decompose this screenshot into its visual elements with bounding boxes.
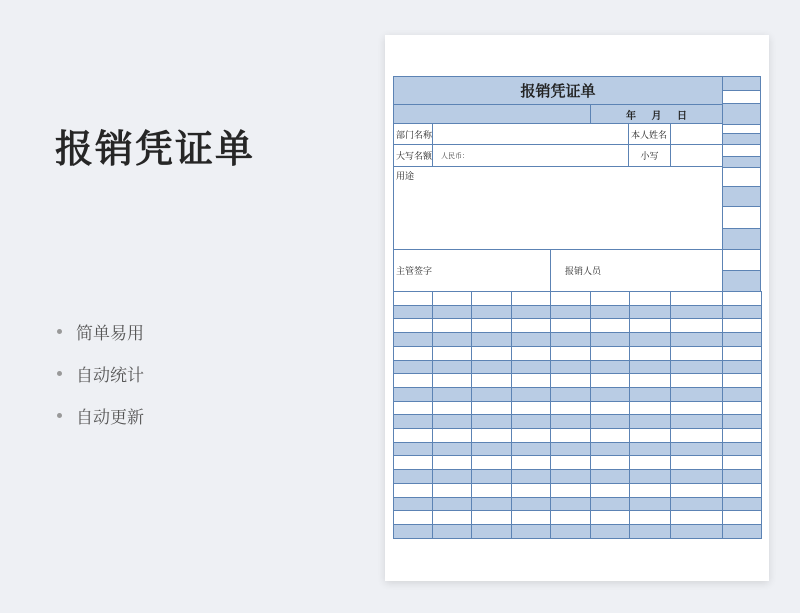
grid-cell bbox=[590, 373, 630, 388]
grid-cell bbox=[629, 524, 671, 539]
grid-cell bbox=[511, 373, 551, 388]
grid-cell bbox=[670, 346, 723, 361]
grid-cell bbox=[550, 291, 591, 306]
grid-cell bbox=[393, 318, 433, 333]
grid-cell bbox=[629, 305, 671, 319]
department-input[interactable] bbox=[432, 123, 629, 145]
grid-cell bbox=[393, 428, 433, 443]
grid-cell bbox=[590, 346, 630, 361]
grid-cell bbox=[550, 332, 591, 347]
grid-cell bbox=[393, 291, 433, 306]
grid-cell bbox=[670, 360, 723, 374]
grid-cell bbox=[432, 360, 472, 374]
grid-cell bbox=[393, 305, 433, 319]
applicant-label: 本人姓名 bbox=[628, 123, 671, 145]
grid-cell bbox=[471, 387, 512, 402]
grid-cell bbox=[511, 291, 551, 306]
grid-cell bbox=[471, 346, 512, 361]
grid-cell bbox=[722, 469, 762, 484]
grid-cell bbox=[550, 305, 591, 319]
grid-cell bbox=[511, 469, 551, 484]
grid-cell bbox=[590, 469, 630, 484]
supervisor-label: 主管签字 bbox=[396, 267, 433, 277]
grid-cell bbox=[590, 510, 630, 525]
grid-cell bbox=[550, 428, 591, 443]
grid-cell bbox=[432, 455, 472, 470]
amount-upper-input[interactable]: 人民币： bbox=[432, 144, 629, 167]
grid-cell bbox=[629, 483, 671, 498]
grid-cell bbox=[550, 373, 591, 388]
grid-cell bbox=[670, 414, 723, 429]
grid-cell bbox=[590, 497, 630, 511]
reimburser-signature-field[interactable] bbox=[550, 249, 723, 292]
grid-cell bbox=[393, 510, 433, 525]
feature-label: 自动更新 bbox=[76, 407, 144, 428]
grid-cell bbox=[511, 305, 551, 319]
grid-cell bbox=[629, 360, 671, 374]
grid-cell bbox=[670, 401, 723, 415]
grid-cell bbox=[471, 401, 512, 415]
grid-cell bbox=[629, 414, 671, 429]
grid-cell bbox=[511, 428, 551, 443]
grid-cell bbox=[471, 305, 512, 319]
grid-cell bbox=[590, 428, 630, 443]
grid-cell bbox=[511, 346, 551, 361]
grid-cell bbox=[432, 332, 472, 347]
grid-cell bbox=[550, 414, 591, 429]
grid-cell bbox=[670, 387, 723, 402]
grid-cell bbox=[550, 497, 591, 511]
grid-cell bbox=[550, 469, 591, 484]
grid-cell bbox=[722, 291, 762, 306]
grid-cell bbox=[629, 469, 671, 484]
bullet-dot-icon bbox=[57, 413, 62, 418]
grid-cell bbox=[629, 442, 671, 456]
side-strip-cell bbox=[722, 206, 761, 230]
grid-cell bbox=[629, 318, 671, 333]
grid-cell bbox=[393, 497, 433, 511]
grid-cell bbox=[722, 401, 762, 415]
grid-cell bbox=[393, 373, 433, 388]
grid-cell bbox=[471, 332, 512, 347]
amount-lower-input[interactable] bbox=[670, 144, 723, 167]
purpose-label: 用途 bbox=[396, 172, 415, 182]
grid-cell bbox=[550, 510, 591, 525]
grid-cell bbox=[590, 483, 630, 498]
grid-cell bbox=[432, 318, 472, 333]
grid-cell bbox=[629, 346, 671, 361]
grid-cell bbox=[393, 332, 433, 347]
feature-label: 自动统计 bbox=[76, 365, 144, 386]
grid-cell bbox=[670, 332, 723, 347]
grid-cell bbox=[550, 360, 591, 374]
feature-item bbox=[57, 352, 144, 394]
header-blank-cell bbox=[393, 104, 591, 124]
grid-cell bbox=[722, 414, 762, 429]
reimbursement-form bbox=[393, 76, 761, 539]
grid-cell bbox=[471, 524, 512, 539]
grid-cell bbox=[550, 401, 591, 415]
grid-cell bbox=[511, 401, 551, 415]
grid-cell bbox=[471, 291, 512, 306]
feature-list bbox=[57, 310, 144, 436]
grid-cell bbox=[511, 332, 551, 347]
grid-cell bbox=[511, 442, 551, 456]
grid-cell bbox=[511, 360, 551, 374]
grid-cell bbox=[629, 291, 671, 306]
grid-cell bbox=[511, 455, 551, 470]
grid-cell bbox=[432, 469, 472, 484]
side-strip-cell bbox=[722, 228, 761, 251]
supervisor-signature-field[interactable] bbox=[393, 249, 551, 292]
feature-item bbox=[57, 310, 144, 352]
grid-cell bbox=[629, 497, 671, 511]
side-strip-cell bbox=[722, 103, 761, 126]
side-strip-cell bbox=[722, 186, 761, 208]
grid-cell bbox=[393, 455, 433, 470]
grid-cell bbox=[511, 510, 551, 525]
bullet-dot-icon bbox=[57, 371, 62, 376]
grid-cell bbox=[590, 401, 630, 415]
grid-cell bbox=[550, 318, 591, 333]
grid-cell bbox=[393, 469, 433, 484]
grid-cell bbox=[590, 360, 630, 374]
grid-cell bbox=[511, 414, 551, 429]
reimburser-label: 报销人员 bbox=[565, 267, 602, 277]
grid-cell bbox=[471, 455, 512, 470]
grid-cell bbox=[471, 483, 512, 498]
grid-cell bbox=[432, 524, 472, 539]
grid-cell bbox=[629, 387, 671, 402]
grid-cell bbox=[590, 455, 630, 470]
grid-cell bbox=[590, 442, 630, 456]
grid-cell bbox=[722, 442, 762, 456]
grid-cell bbox=[511, 497, 551, 511]
grid-cell bbox=[432, 414, 472, 429]
grid-cell bbox=[670, 442, 723, 456]
bullet-dot-icon bbox=[57, 329, 62, 334]
grid-cell bbox=[550, 442, 591, 456]
grid-cell bbox=[550, 524, 591, 539]
grid-cell bbox=[432, 401, 472, 415]
side-strip-cell bbox=[722, 249, 761, 272]
grid-cell bbox=[432, 428, 472, 443]
grid-cell bbox=[550, 455, 591, 470]
grid-cell bbox=[471, 318, 512, 333]
grid-cell bbox=[722, 373, 762, 388]
grid-cell bbox=[393, 524, 433, 539]
grid-cell bbox=[432, 483, 472, 498]
grid-cell bbox=[550, 387, 591, 402]
grid-cell bbox=[432, 346, 472, 361]
grid-cell bbox=[471, 428, 512, 443]
promo-title: 报销凭证单 bbox=[55, 127, 256, 171]
grid-cell bbox=[590, 305, 630, 319]
grid-cell bbox=[722, 428, 762, 443]
grid-cell bbox=[511, 524, 551, 539]
grid-cell bbox=[722, 510, 762, 525]
grid-cell bbox=[550, 346, 591, 361]
grid-cell bbox=[722, 455, 762, 470]
grid-cell bbox=[590, 414, 630, 429]
grid-cell bbox=[590, 318, 630, 333]
grid-cell bbox=[670, 428, 723, 443]
grid-cell bbox=[590, 332, 630, 347]
applicant-input[interactable] bbox=[670, 123, 723, 145]
grid-cell bbox=[629, 401, 671, 415]
grid-cell bbox=[629, 455, 671, 470]
grid-cell bbox=[432, 291, 472, 306]
grid-cell bbox=[432, 387, 472, 402]
grid-cell bbox=[670, 291, 723, 306]
grid-cell bbox=[670, 305, 723, 319]
grid-cell bbox=[471, 497, 512, 511]
grid-cell bbox=[629, 373, 671, 388]
feature-item bbox=[57, 394, 144, 436]
grid-cell bbox=[393, 360, 433, 374]
grid-cell bbox=[432, 373, 472, 388]
grid-cell bbox=[393, 346, 433, 361]
grid-cell bbox=[471, 510, 512, 525]
amount-lower-label: 小写 bbox=[628, 144, 671, 167]
grid-cell bbox=[393, 442, 433, 456]
grid-cell bbox=[471, 442, 512, 456]
grid-cell bbox=[432, 510, 472, 525]
grid-cell bbox=[670, 524, 723, 539]
grid-cell bbox=[629, 510, 671, 525]
grid-cell bbox=[722, 497, 762, 511]
grid-cell bbox=[722, 318, 762, 333]
grid-cell bbox=[471, 360, 512, 374]
grid-cell bbox=[393, 483, 433, 498]
grid-cell bbox=[722, 346, 762, 361]
form-title: 报销凭证单 bbox=[393, 76, 723, 105]
side-strip-cell bbox=[722, 270, 761, 293]
grid-cell bbox=[511, 483, 551, 498]
purpose-field[interactable] bbox=[393, 166, 723, 250]
grid-cell bbox=[432, 305, 472, 319]
grid-cell bbox=[471, 414, 512, 429]
grid-cell bbox=[590, 291, 630, 306]
grid-cell bbox=[722, 387, 762, 402]
grid-cell bbox=[670, 497, 723, 511]
grid-cell bbox=[471, 373, 512, 388]
department-label: 部门名称 bbox=[393, 123, 433, 145]
grid-cell bbox=[670, 373, 723, 388]
grid-cell bbox=[590, 524, 630, 539]
grid-cell bbox=[670, 318, 723, 333]
grid-cell bbox=[629, 332, 671, 347]
grid-cell bbox=[670, 510, 723, 525]
feature-label: 简单易用 bbox=[76, 323, 144, 344]
grid-cell bbox=[393, 414, 433, 429]
grid-cell bbox=[432, 497, 472, 511]
grid-cell bbox=[432, 442, 472, 456]
grid-cell bbox=[511, 387, 551, 402]
grid-cell bbox=[722, 483, 762, 498]
grid-cell bbox=[590, 387, 630, 402]
grid-cell bbox=[550, 483, 591, 498]
amount-upper-label: 大写名额 bbox=[393, 144, 433, 167]
grid-cell bbox=[511, 318, 551, 333]
grid-cell bbox=[722, 360, 762, 374]
grid-cell bbox=[670, 483, 723, 498]
grid-cell bbox=[670, 469, 723, 484]
grid-cell bbox=[670, 455, 723, 470]
side-strip-cell bbox=[722, 167, 761, 188]
grid-cell bbox=[722, 332, 762, 347]
grid-cell bbox=[722, 305, 762, 319]
date-field[interactable]: 年 月 日 bbox=[590, 104, 723, 124]
grid-cell bbox=[471, 469, 512, 484]
grid-cell bbox=[393, 387, 433, 402]
grid-cell bbox=[393, 401, 433, 415]
grid-cell bbox=[722, 524, 762, 539]
grid-cell bbox=[629, 428, 671, 443]
